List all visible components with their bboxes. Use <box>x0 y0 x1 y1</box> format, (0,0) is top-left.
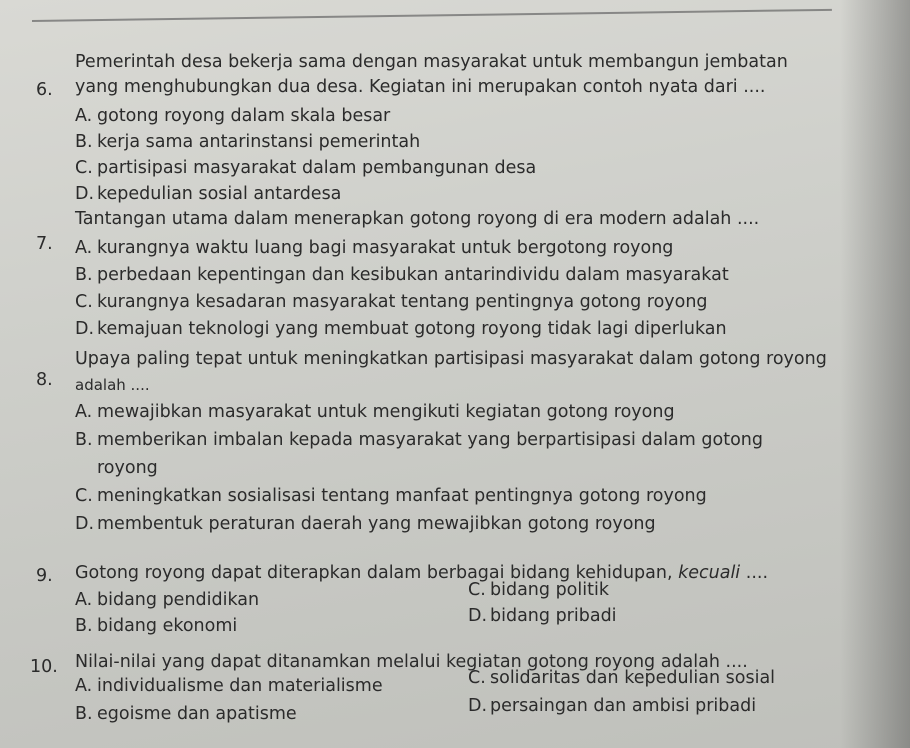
option-b-continuation: royong <box>97 458 158 478</box>
option-c[interactable]: C. bidang politik <box>468 580 609 600</box>
emphasis-kecuali: kecuali <box>678 563 741 583</box>
option-d[interactable]: D. membentuk peraturan daerah yang mewajibkan gotong royong <box>75 514 656 534</box>
option-c[interactable]: C. kurangnya kesadaran masyarakat tentang pentingnya gotong royong <box>75 292 708 312</box>
option-b[interactable]: B. kerja sama antarinstansi pemerintah <box>75 132 421 152</box>
page-edge-shadow <box>840 0 910 748</box>
question-number: 6. <box>36 80 53 100</box>
option-d[interactable]: D. kepedulian sosial antardesa <box>75 184 342 204</box>
option-a[interactable]: A. bidang pendidikan <box>75 590 260 610</box>
question-text-line: Gotong royong dapat diterapkan dalam berbagai bidang kehidupan, kecuali .... <box>75 563 769 583</box>
question-text-line: Nilai-nilai yang dapat ditanamkan melalui kegiatan gotong royong adalah .... <box>75 652 748 672</box>
question-text-line: Tantangan utama dalam menerapkan gotong royong di era modern adalah .... <box>75 209 760 229</box>
option-b[interactable]: B. perbedaan kepentingan dan kesibukan antarindividu dalam masyarakat <box>75 265 729 285</box>
option-c[interactable]: C. solidaritas dan kepedulian sosial <box>468 668 776 688</box>
question-number: 7. <box>36 234 53 254</box>
option-a[interactable]: A. mewajibkan masyarakat untuk mengikuti kegiatan gotong royong <box>75 402 675 422</box>
option-b[interactable]: B. bidang ekonomi <box>75 616 238 636</box>
option-d[interactable]: D. kemajuan teknologi yang membuat gotong royong tidak lagi diperlukan <box>75 319 727 339</box>
option-b[interactable]: B. egoisme dan apatisme <box>75 704 297 724</box>
option-d[interactable]: D. persaingan dan ambisi pribadi <box>468 696 757 716</box>
question-text-line: adalah .... <box>75 376 150 394</box>
option-a[interactable]: A. individualisme dan materialisme <box>75 676 383 696</box>
option-d[interactable]: D. bidang pribadi <box>468 606 617 626</box>
option-b[interactable]: B. memberikan imbalan kepada masyarakat yang berpartisipasi dalam gotong <box>75 430 763 450</box>
option-c[interactable]: C. partisipasi masyarakat dalam pembangunan desa <box>75 158 537 178</box>
question-text-line: Upaya paling tepat untuk meningkatkan partisipasi masyarakat dalam gotong royong <box>75 349 827 369</box>
option-c[interactable]: C. meningkatkan sosialisasi tentang manfaat pentingnya gotong royong <box>75 486 707 506</box>
question-text-line: yang menghubungkan dua desa. Kegiatan ini merupakan contoh nyata dari .... <box>75 77 766 97</box>
option-a[interactable]: A. kurangnya waktu luang bagi masyarakat untuk bergotong royong <box>75 238 674 258</box>
page-top-rule <box>32 9 832 22</box>
question-number: 9. <box>36 566 53 586</box>
question-text-line: Pemerintah desa bekerja sama dengan masyarakat untuk membangun jembatan <box>75 52 788 72</box>
option-a[interactable]: A. gotong royong dalam skala besar <box>75 106 391 126</box>
question-number: 10. <box>30 657 58 677</box>
question-number: 8. <box>36 370 53 390</box>
